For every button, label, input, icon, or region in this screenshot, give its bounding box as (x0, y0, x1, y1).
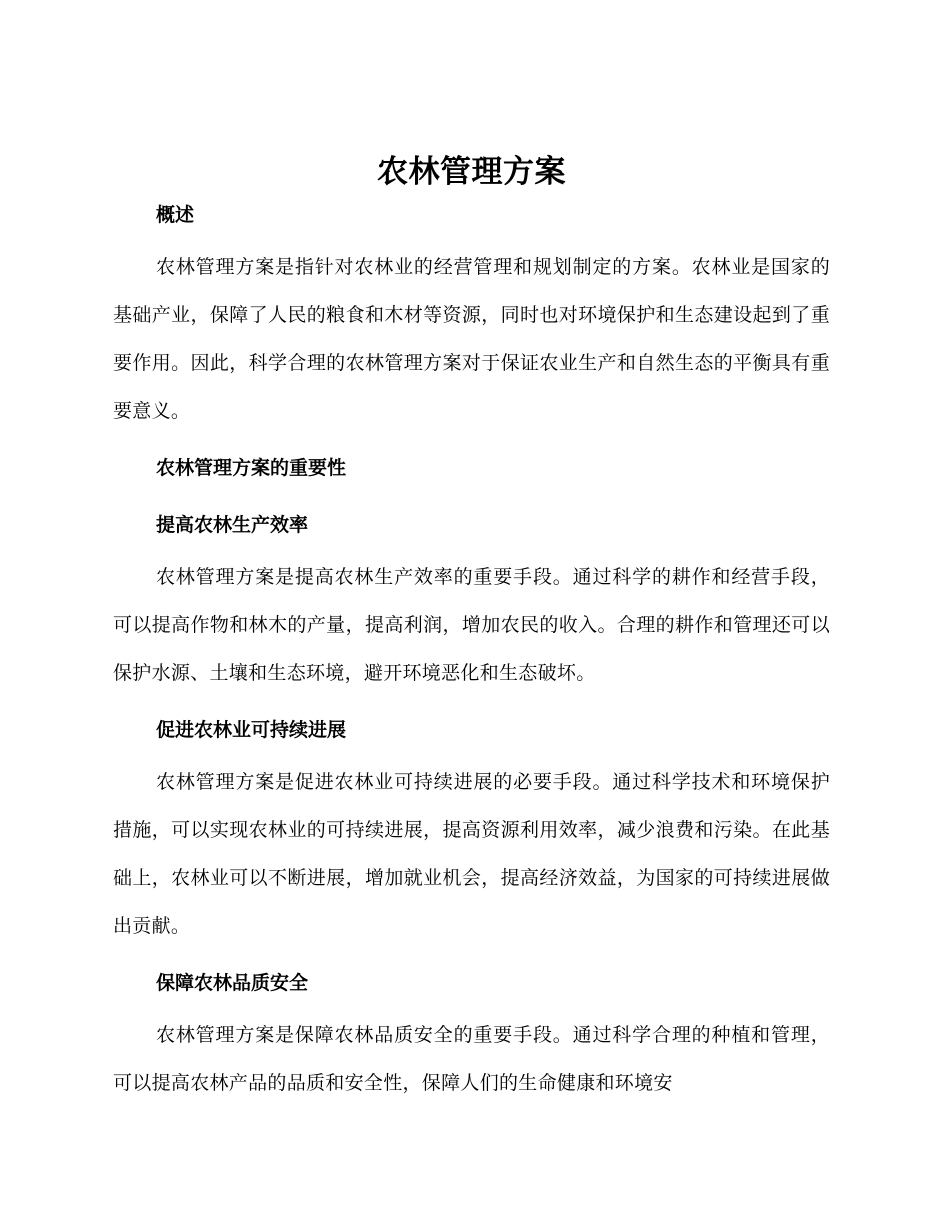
section-heading-importance: 农林管理方案的重要性 (156, 457, 347, 479)
paragraph-sustainable: 农林管理方案是促进农林业可持续进展的必要手段。通过科学技术和环境保护措施，可以实现农林业的可持续进展，提高资源利用效率，减少浪费和污染。在此基础上，农林业可以不断进展，增加就业机会，提高经济效益，为国家的可持续进展做出贡献。 (113, 771, 830, 937)
paragraph-overview: 农林管理方案是指针对农林业的经营管理和规划制定的方案。农林业是国家的基础产业，保障了人民的粮食和木材等资源，同时也对环境保护和生态建设起到了重要作用。因此，科学合理的农林管理方案对于保证农业生产和自然生态的平衡具有重要意义。 (113, 256, 830, 422)
paragraph-quality: 农林管理方案是保障农林品质安全的重要手段。通过科学合理的种植和管理，可以提高农林产品的品质和安全性，保障人们的生命健康和环境安 (113, 1024, 830, 1094)
paragraph-efficiency: 农林管理方案是提高农林生产效率的重要手段。通过科学的耕作和经营手段，可以提高作物和林木的产量，提高利润，增加农民的收入。合理的耕作和管理还可以保护水源、土壤和生态环境，避开环境恶化和生态破坏。 (113, 566, 830, 684)
document-title: 农林管理方案 (377, 154, 566, 190)
section-heading-overview: 概述 (156, 204, 195, 226)
section-heading-efficiency: 提高农林生产效率 (156, 514, 309, 536)
section-heading-quality: 保障农林品质安全 (156, 972, 309, 994)
section-heading-sustainable: 促进农林业可持续进展 (156, 719, 347, 741)
